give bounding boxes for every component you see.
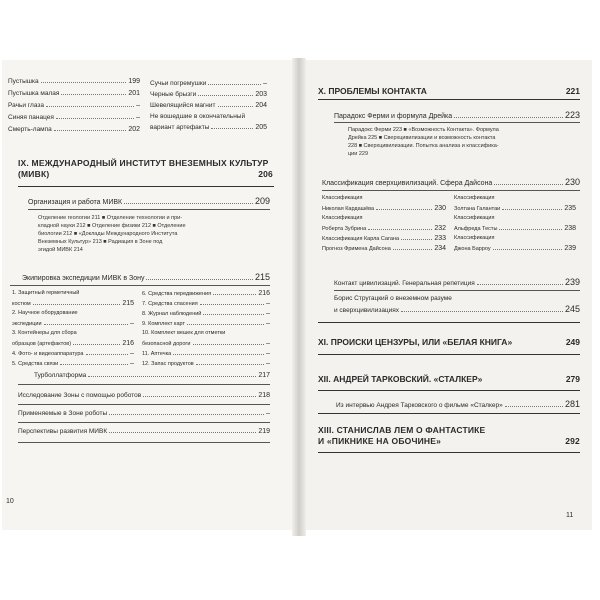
toc-entry-page: 235	[564, 205, 576, 212]
toc-entry-page: –	[266, 410, 270, 417]
toc-entry-page: 204	[255, 102, 267, 109]
toc-entry-title: 11. Аптечка	[142, 351, 172, 357]
toc-entry-title: образцов (артефактов)	[12, 341, 72, 347]
toc-entry-title: Классификация	[322, 215, 363, 221]
leader-dots	[208, 84, 261, 85]
toc-entry[interactable]	[12, 330, 134, 336]
section-xiii-heading[interactable]	[318, 425, 580, 447]
toc-entry-page: –	[266, 300, 270, 307]
section-title: X. ПРОБЛЕМЫ КОНТАКТА	[318, 86, 427, 96]
toc-entry[interactable]	[454, 195, 576, 201]
toc-entry[interactable]	[150, 91, 267, 98]
toc-entry-page: 219	[258, 428, 270, 435]
leader-dots	[494, 184, 563, 185]
section-ix-title-line2: (МИВК)	[18, 169, 50, 179]
section-xiii-title-line2: И «ПИКНИКЕ НА ОБОЧИНЕ»	[318, 436, 442, 446]
toc-entry[interactable]	[454, 245, 576, 252]
divider	[334, 290, 580, 291]
leader-dots	[211, 128, 253, 129]
description-line: ции 229	[348, 151, 368, 157]
toc-entry-tarkovsky[interactable]	[336, 399, 580, 409]
toc-entry-title: 8. Журнал наблюдений	[142, 311, 202, 317]
toc-entry-page: –	[136, 102, 140, 109]
divider	[18, 384, 270, 385]
leader-dots	[454, 117, 563, 118]
toc-entry[interactable]	[142, 310, 270, 317]
toc-entry-title: Пустышка малая	[8, 90, 60, 97]
toc-entry-page: 209	[254, 196, 270, 206]
toc-entry-page: –	[266, 310, 270, 317]
description-line: Дрейка 225 ■ Сверхцивилизации и возможность контакта	[348, 135, 496, 141]
toc-entry-title: Синяя панацея	[8, 114, 54, 121]
toc-entry[interactable]	[12, 360, 134, 367]
toc-entry-title: Сучьи погремушки	[150, 80, 207, 87]
toc-entry-title: Исследование Зоны с помощью роботов	[18, 392, 142, 399]
toc-entry-title: экспедиции	[12, 321, 42, 327]
toc-entry[interactable]	[12, 320, 134, 327]
toc-entry[interactable]	[8, 102, 140, 109]
leader-dots	[56, 118, 134, 119]
leader-dots	[124, 203, 253, 204]
toc-entry-title: Золтана Галантаи	[454, 206, 501, 212]
toc-entry[interactable]	[142, 330, 270, 336]
toc-entry-page: 239	[564, 277, 580, 287]
toc-entry-title: 12. Запас продуктов	[142, 361, 194, 367]
description-line: эгидой МИВК 214	[38, 247, 83, 253]
org-description	[38, 214, 270, 254]
toc-entry[interactable]	[142, 350, 270, 357]
toc-entry[interactable]	[454, 225, 576, 232]
toc-entry[interactable]	[142, 300, 270, 307]
description-line: Парадокс Ферми 223 ■ «Возможность Контакта». Формула	[348, 127, 499, 133]
toc-entry-page: 215	[122, 300, 134, 307]
leader-dots	[60, 364, 128, 365]
toc-entry-equip[interactable]	[22, 272, 270, 282]
toc-entry-title: 4. Фото- и видеоаппаратура	[12, 351, 84, 357]
section-ix-page: 206	[258, 169, 273, 179]
toc-entry[interactable]	[322, 195, 446, 201]
section-xiii-title-line1: XIII. СТАНИСЛАВ ЛЕМ О ФАНТАСТИКЕ	[318, 425, 486, 435]
toc-entry[interactable]	[12, 290, 134, 296]
toc-entry-page: 230	[434, 205, 446, 212]
toc-entry-page: 239	[564, 245, 576, 252]
leader-dots	[193, 344, 265, 345]
section-page: 279	[565, 374, 580, 384]
section-title: XI. ПРОИСКИ ЦЕНЗУРЫ, ИЛИ «БЕЛАЯ КНИГА»	[318, 337, 513, 347]
leader-dots	[173, 354, 264, 355]
toc-entry-title: Парадокс Ферми и формула Дрейка	[334, 113, 453, 120]
leader-dots	[187, 324, 264, 325]
toc-entry-title: костюм	[12, 301, 31, 307]
toc-entry-title: 3. Контейнеры для сбора	[12, 330, 77, 336]
section-title: XII. АНДРЕЙ ТАРКОВСКИЙ. «СТАЛКЕР»	[318, 374, 483, 384]
toc-entry-page: –	[130, 360, 134, 367]
leader-dots	[477, 284, 563, 285]
divider	[322, 190, 580, 191]
divider	[18, 422, 270, 423]
toc-entry-page: –	[266, 320, 270, 327]
leader-dots	[146, 279, 252, 280]
leader-dots	[73, 344, 120, 345]
toc-entry[interactable]	[150, 102, 267, 109]
toc-entry-page: 233	[434, 235, 446, 242]
leader-dots	[88, 376, 256, 377]
toc-entry-title: вариант артефакты	[150, 124, 210, 131]
toc-entry-page: 202	[128, 126, 140, 133]
toc-entry-title: Классификация	[322, 195, 363, 201]
toc-entry-boris[interactable]	[334, 294, 580, 314]
toc-entry-page: 215	[254, 272, 270, 282]
toc-entry-title: Прогноз Фримена Дайсона	[322, 246, 391, 252]
leader-dots	[401, 239, 432, 240]
leader-dots	[54, 130, 127, 131]
book-spine	[292, 58, 306, 536]
toc-entry-title: 6. Средства передвижения	[142, 291, 212, 297]
divider	[318, 452, 580, 453]
toc-entry-classification[interactable]	[322, 177, 580, 187]
toc-entry-title: Альфреда Тесты	[454, 226, 498, 232]
leader-dots	[393, 249, 433, 250]
toc-entry[interactable]	[150, 113, 267, 120]
toc-entry[interactable]	[322, 205, 446, 212]
divider	[28, 209, 270, 210]
toc-entry-title: 7. Средства спасения	[142, 301, 198, 307]
toc-entry-title: Джона Барроу	[454, 246, 491, 252]
toc-entry-title: Организация и работа МИВК	[28, 199, 123, 206]
toc-entry-title: Из интервью Андрея Тарковского о фильме «Сталкер»	[336, 402, 503, 409]
toc-entry-title-line1: Борис Стругацкий о внеземном разуме	[334, 295, 452, 302]
leader-dots	[502, 209, 562, 210]
toc-entry[interactable]	[8, 126, 140, 133]
toc-entry-page: –	[263, 80, 267, 87]
section-page: 221	[565, 86, 580, 96]
toc-entry-title: Смерть-лампа	[8, 126, 52, 133]
section-xii-heading[interactable]	[318, 374, 580, 384]
toc-entry-title: Классификация Карла Сагана	[322, 236, 400, 242]
toc-entry[interactable]	[8, 114, 140, 121]
toc-entry[interactable]	[34, 372, 270, 379]
toc-entry[interactable]	[454, 205, 576, 212]
toc-entry-title: Шевелящийся магнит	[150, 102, 216, 109]
toc-entry-title: Перспективы развития МИВК	[18, 428, 108, 435]
toc-entry-title: Применяемые в Зоне роботы	[18, 410, 108, 417]
toc-entry-title: Классификация	[454, 215, 495, 221]
leader-dots	[196, 364, 264, 365]
toc-entry-title: Экипировка экспедиции МИВК в Зону	[22, 275, 145, 282]
toc-entry-title-line2: и сверхцивилизациях	[334, 307, 400, 314]
divider	[18, 442, 270, 443]
description-line: кладной науки 212 ■ Отделение физики 212 ■ Отделение	[38, 223, 186, 229]
divider	[334, 122, 580, 123]
toc-entry-title: Классификация сверхцивилизаций. Сфера Дайсона	[322, 180, 493, 187]
toc-entry-page: 230	[564, 177, 580, 187]
leader-dots	[213, 294, 256, 295]
toc-entry-title: Рачьи глаза	[8, 102, 44, 109]
paradox-description	[348, 126, 576, 158]
description-line: Отделение геологии 211 ■ Отделение технологии и при-	[38, 215, 183, 221]
leader-dots	[200, 304, 264, 305]
toc-entry-title: безопасной дороги	[142, 341, 191, 347]
toc-entry[interactable]	[142, 360, 270, 367]
section-xi-heading[interactable]	[318, 337, 580, 347]
description-line: биологии 212 ■ «Доклады Международного Института	[38, 231, 178, 237]
toc-entry[interactable]	[12, 340, 134, 347]
toc-entry-page: –	[266, 350, 270, 357]
toc-entry-page: 245	[564, 304, 580, 314]
leader-dots	[61, 94, 126, 95]
page-number-right: 11	[566, 512, 574, 519]
section-ix-heading	[18, 158, 273, 180]
toc-entry-title: Турболлатформа	[34, 372, 87, 379]
toc-entry-title: Классификация	[454, 235, 495, 241]
toc-entry[interactable]	[322, 235, 446, 242]
description-line: Внеземных Культур» 213 ■ Радиация в Зоне под	[38, 239, 163, 245]
leader-dots	[86, 354, 129, 355]
toc-entry[interactable]	[18, 428, 270, 435]
toc-entry-page: –	[136, 114, 140, 121]
toc-entry-page: 217	[258, 372, 270, 379]
leader-dots	[109, 414, 264, 415]
toc-entry-page: 218	[258, 392, 270, 399]
toc-entry[interactable]	[12, 310, 134, 316]
divider	[318, 413, 580, 414]
section-ix-title-line1: IX. МЕЖДУНАРОДНЫЙ ИНСТИТУТ ВНЕЗЕМНЫХ КУЛЬТУР	[18, 158, 269, 168]
toc-entry[interactable]	[150, 80, 267, 87]
leader-dots	[33, 304, 121, 305]
leader-dots	[368, 229, 432, 230]
toc-entry[interactable]	[142, 290, 270, 297]
toc-entry-paradox[interactable]	[334, 110, 580, 120]
leader-dots	[41, 82, 127, 83]
leader-dots	[493, 249, 563, 250]
leader-dots	[499, 229, 562, 230]
leader-dots	[46, 106, 134, 107]
divider	[318, 354, 580, 355]
toc-entry[interactable]	[8, 90, 140, 97]
toc-entry[interactable]	[322, 225, 446, 232]
toc-entry[interactable]	[142, 320, 270, 327]
toc-entry-title: Черные брызги	[150, 91, 197, 98]
divider	[318, 99, 580, 100]
toc-entry-page: 216	[258, 290, 270, 297]
toc-entry-page: –	[130, 350, 134, 357]
description-line: 228 ■ Сверхцивилизации. Попытка анализа и классифика-	[348, 143, 499, 149]
toc-entry[interactable]	[18, 410, 270, 417]
leader-dots	[143, 396, 256, 397]
toc-entry-page: 238	[564, 225, 576, 232]
toc-entry[interactable]	[150, 124, 267, 131]
toc-entry-org[interactable]	[28, 196, 270, 206]
toc-entry-page: 216	[122, 340, 134, 347]
divider	[18, 186, 274, 187]
toc-entry-title: 2. Научное оборудование	[12, 310, 78, 316]
toc-entry-title: 1. Защитный герметичный	[12, 290, 80, 296]
toc-entry-title: 5. Средства связи	[12, 361, 59, 367]
toc-entry[interactable]	[12, 350, 134, 357]
leader-dots	[218, 106, 254, 107]
toc-entry-page: 205	[255, 124, 267, 131]
leader-dots	[198, 95, 253, 96]
leader-dots	[203, 314, 264, 315]
toc-entry-title: 10. Комплект вешек для отметки	[142, 330, 226, 336]
toc-entry[interactable]	[8, 78, 140, 85]
toc-entry-title: Роберта Зубрина	[322, 226, 367, 232]
divider	[18, 404, 270, 405]
page-number-left: 10	[6, 498, 14, 505]
toc-entry[interactable]	[322, 215, 446, 221]
toc-entry-page: 234	[434, 245, 446, 252]
leader-dots	[401, 311, 563, 312]
toc-entry-page: 223	[564, 110, 580, 120]
toc-entry[interactable]	[12, 300, 134, 307]
section-x-heading[interactable]	[318, 86, 580, 96]
leader-dots	[44, 324, 129, 325]
toc-entry-page: 203	[255, 91, 267, 98]
toc-entry-title: 9. Комплект карт	[142, 321, 185, 327]
divider	[318, 322, 580, 323]
section-xiii-page: 292	[565, 436, 580, 446]
toc-entry-title: Классификация	[454, 195, 495, 201]
toc-entry-title: Не вошедшие в окончательный	[150, 113, 246, 120]
divider	[10, 285, 270, 286]
divider	[318, 390, 580, 391]
toc-entry-page: –	[266, 360, 270, 367]
toc-entry-page: –	[130, 320, 134, 327]
toc-entry[interactable]	[454, 235, 576, 241]
toc-entry-contact[interactable]	[334, 277, 580, 287]
toc-entry-title: Контакт цивилизаций. Генеральная репетиция	[334, 280, 475, 287]
toc-entry-page: 201	[128, 90, 140, 97]
toc-entry-page: 232	[434, 225, 446, 232]
toc-entry-page: –	[266, 340, 270, 347]
toc-entry[interactable]	[142, 340, 270, 347]
leader-dots	[109, 432, 256, 433]
toc-entry[interactable]	[454, 215, 576, 221]
toc-entry[interactable]	[322, 245, 446, 252]
toc-entry-title: Пустышка	[8, 78, 39, 85]
leader-dots	[376, 209, 432, 210]
leader-dots	[505, 406, 563, 407]
toc-entry[interactable]	[18, 392, 270, 399]
section-page: 249	[565, 337, 580, 347]
toc-entry-title: Николая Кардашёва	[322, 206, 375, 212]
toc-entry-page: 199	[128, 78, 140, 85]
toc-entry-page: 281	[564, 399, 580, 409]
